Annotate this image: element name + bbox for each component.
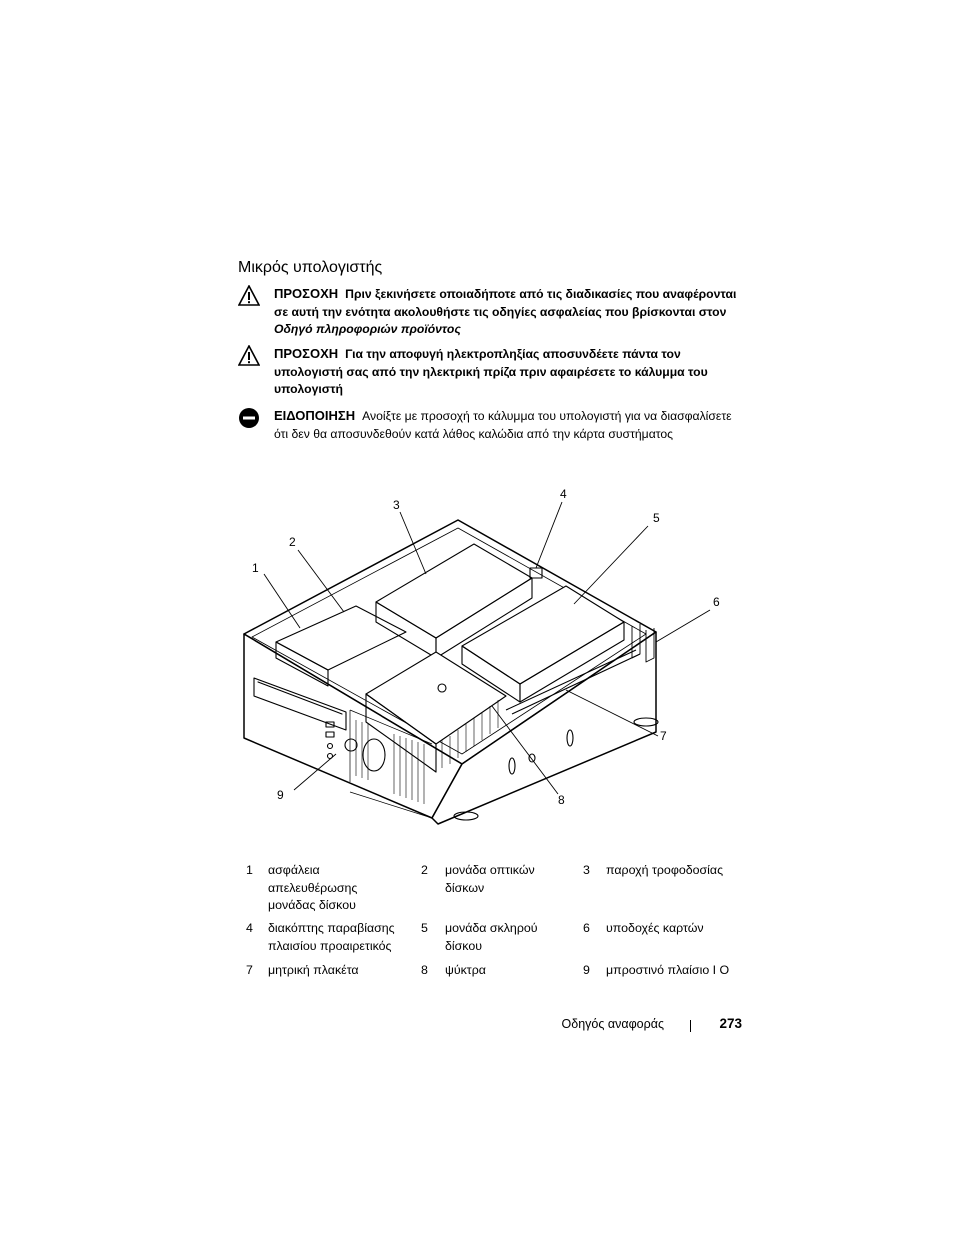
callout-4: 4 bbox=[560, 487, 567, 501]
legend-label: παροχή τροφοδοσίας bbox=[606, 863, 724, 877]
section-title: Μικρός υπολογιστής bbox=[238, 259, 383, 276]
legend-num: 2 bbox=[421, 863, 428, 877]
caution-notice-2 bbox=[238, 345, 738, 399]
legend-num: 6 bbox=[583, 921, 590, 935]
legend-label: μονάδα σκληρού δίσκου bbox=[445, 921, 538, 953]
callout-1: 1 bbox=[252, 561, 259, 575]
notice-label: ΕΙΔΟΠΟΙΗΣΗ bbox=[274, 408, 356, 423]
notice-body: Ανοίξτε με προσοχή το κάλυμμα του υπολογιστή για να διασφαλίσετε ότι δεν θα αποσυνδεθούν κατά λάθος καλώδια από την κάρτα συστήματος bbox=[274, 409, 732, 441]
caution-text-2 bbox=[274, 345, 738, 399]
notice-text bbox=[274, 407, 738, 443]
legend-label: μπροστινό πλαίσιο I O bbox=[606, 963, 730, 977]
legend-label: ψύκτρα bbox=[445, 963, 486, 977]
caution-label: ΠΡΟΣΟΧΗ bbox=[274, 346, 339, 361]
caution-body: Πριν ξεκινήσετε οποιαδήποτε από τις διαδικασίες που αναφέρονται σε αυτή την ενότητα ακολουθήστε τις οδηγίες ασφαλείας που βρίσκονται στον bbox=[274, 287, 737, 319]
computer-chassis-drawing bbox=[236, 482, 736, 842]
caution-body: Για την αποφυγή ηλεκτροπληξίας αποσυνδέετε πάντα τον υπολογιστή σας από την ηλεκτρική πρίζα πριν αφαιρέσετε το κάλυμμα του υπολογιστή bbox=[274, 347, 708, 396]
callout-2: 2 bbox=[289, 535, 296, 549]
legend-label: μητρική πλακέτα bbox=[268, 963, 359, 977]
legend-num: 1 bbox=[246, 863, 253, 877]
caution-label: ΠΡΟΣΟΧΗ bbox=[274, 286, 339, 301]
legend-label: υποδοχές καρτών bbox=[606, 921, 704, 935]
legend-num: 7 bbox=[246, 963, 253, 977]
callout-7: 7 bbox=[660, 729, 667, 743]
callout-9: 9 bbox=[277, 788, 284, 802]
notice-3 bbox=[238, 407, 738, 443]
footer-separator bbox=[690, 1020, 691, 1032]
callout-3: 3 bbox=[393, 498, 400, 512]
legend-label: διακόπτης παραβίασης πλαισίου προαιρετικός bbox=[268, 921, 395, 953]
caution-italic: Οδηγό πληροφοριών προϊόντος bbox=[274, 322, 461, 336]
caution-triangle-icon bbox=[238, 345, 260, 367]
callout-5: 5 bbox=[653, 511, 660, 525]
page-number: 273 bbox=[719, 1016, 742, 1031]
notice-stop-icon bbox=[238, 407, 260, 429]
legend-label: μονάδα οπτικών δίσκων bbox=[445, 863, 535, 895]
page-footer bbox=[500, 1015, 742, 1035]
computer-illustration bbox=[236, 482, 736, 842]
caution-text-1 bbox=[274, 285, 738, 339]
legend-num: 8 bbox=[421, 963, 428, 977]
legend-label: ασφάλεια απελευθέρωσης μονάδας δίσκου bbox=[268, 863, 358, 912]
legend-num: 4 bbox=[246, 921, 253, 935]
caution-triangle-icon bbox=[238, 285, 260, 307]
legend-num: 3 bbox=[583, 863, 590, 877]
legend-num: 5 bbox=[421, 921, 428, 935]
callout-8: 8 bbox=[558, 793, 565, 807]
callout-6: 6 bbox=[713, 595, 720, 609]
caution-notice-1 bbox=[238, 285, 738, 339]
footer-title: Οδηγός αναφοράς bbox=[561, 1017, 664, 1031]
legend-num: 9 bbox=[583, 963, 590, 977]
